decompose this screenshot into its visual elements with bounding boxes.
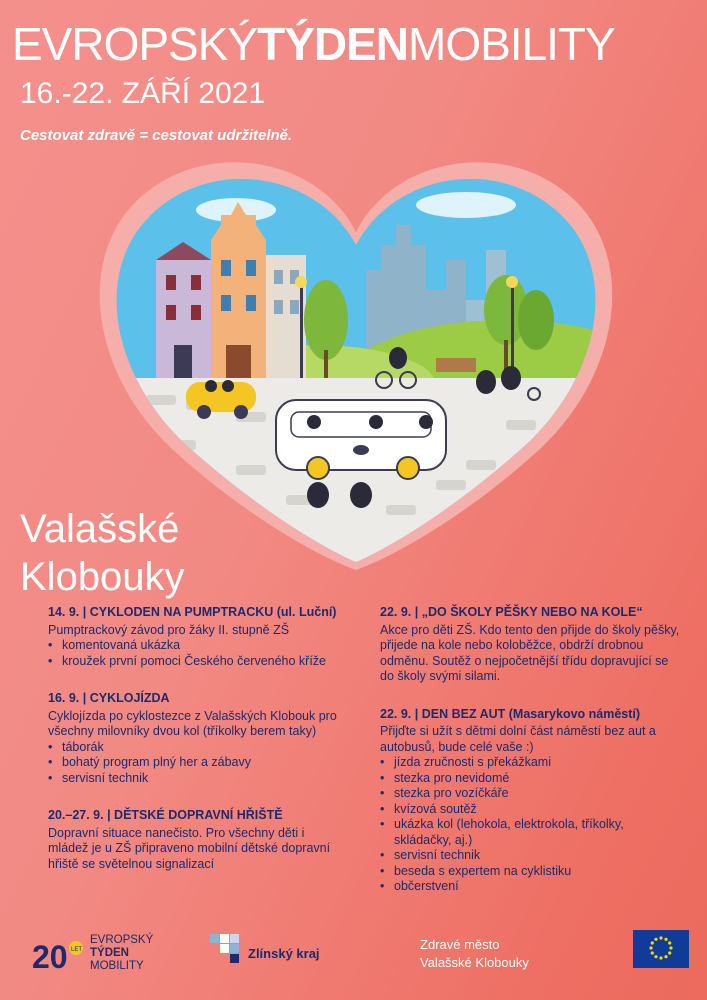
title-part3: MOBILITY bbox=[408, 18, 615, 70]
list-item: • kvízová soutěž bbox=[380, 802, 680, 818]
logo-square bbox=[220, 944, 229, 953]
title-part2: TÝDEN bbox=[257, 18, 408, 70]
event-text: Přijďte si užít s dětmi dolní část náměstí bez aut a autobusů, bude celé vaše :) bbox=[380, 724, 656, 754]
event-text: Cyklojízda po cyklostezce z Valašských Klobouk pro všechny milovníky dvou kol (tříkolky berem taky) bbox=[48, 708, 337, 738]
window bbox=[221, 260, 231, 276]
window bbox=[191, 275, 201, 290]
list-item: • stezka pro vozíčkáře bbox=[380, 786, 680, 802]
healthy-city-logo bbox=[420, 936, 529, 972]
lamp-light bbox=[295, 276, 307, 288]
etm-text bbox=[90, 934, 153, 973]
event-do-skoly bbox=[380, 605, 680, 685]
etm-line2 bbox=[90, 947, 153, 960]
logo-square bbox=[230, 954, 239, 963]
eu-stars bbox=[633, 930, 689, 968]
event-list bbox=[380, 755, 680, 895]
bench bbox=[436, 358, 476, 372]
list-item: • servisní technik bbox=[380, 848, 680, 864]
event-heading: 22. 9. | DEN BEZ AUT (Masarykovo náměstí) bbox=[380, 706, 641, 721]
bus bbox=[276, 400, 446, 479]
list-item: • jízda zručnosti s překážkami bbox=[380, 755, 680, 771]
slogan: Cestovat zdravě = cestovat udržitelně. bbox=[20, 127, 293, 144]
footer bbox=[0, 920, 707, 1000]
window bbox=[274, 270, 283, 284]
event-heading: 20.–27. 9. | DĚTSKÉ DOPRAVNÍ HŘIŠTĚ bbox=[48, 808, 283, 822]
window bbox=[290, 300, 299, 314]
etm-line1: EVROPSKÝ bbox=[90, 934, 154, 946]
healthy-line1: Zdravé město bbox=[420, 937, 500, 952]
event-heading: 14. 9. | CYKLODEN NA PUMPTRACKU (ul. Luční) bbox=[48, 605, 337, 619]
event-list bbox=[48, 740, 348, 787]
tree bbox=[518, 290, 554, 350]
etm-badge: LET bbox=[71, 947, 83, 953]
list-item: • ukázka kol (lehokola, elektrokola, tříkolky, skládačky, aj.) bbox=[380, 817, 680, 848]
list-item: • táborák bbox=[48, 740, 348, 756]
lamp-light bbox=[506, 276, 518, 288]
logo-square bbox=[220, 934, 229, 943]
town-line2: Klobouky bbox=[20, 555, 185, 599]
zlinsky-kraj-logo bbox=[210, 934, 330, 966]
window bbox=[246, 260, 256, 276]
events-left-column bbox=[48, 605, 348, 894]
window bbox=[274, 300, 283, 314]
window bbox=[166, 275, 176, 290]
european-mobility-week-logo bbox=[30, 930, 170, 985]
event-dates: 16.-22. ZÁŘÍ 2021 bbox=[20, 77, 266, 110]
logo-square bbox=[230, 934, 239, 943]
town-line1: Valašské bbox=[20, 507, 180, 551]
event-list bbox=[48, 638, 348, 669]
title-part1: EVROPSKÝ bbox=[12, 18, 258, 70]
events-right-column bbox=[380, 605, 680, 917]
etm-line2-text: TÝDEN bbox=[90, 947, 129, 959]
zlinsky-kraj-label: Zlínský kraj bbox=[248, 946, 320, 961]
tree bbox=[304, 280, 348, 360]
title bbox=[12, 18, 615, 70]
town-name bbox=[20, 505, 185, 601]
etm-line3: MOBILITY bbox=[90, 960, 144, 972]
healthy-line2: Valašské Klobouky bbox=[420, 955, 529, 970]
window bbox=[166, 305, 176, 320]
list-item: • beseda s expertem na cyklistiku bbox=[380, 864, 680, 880]
event-text: Dopravní situace nanečisto. Pro všechny děti i mládež je u ZŠ připraveno mobilní dětské dopravní hřiště se světelnou signalizací bbox=[48, 825, 331, 871]
event-text: Akce pro děti ZŠ. Kdo tento den přijde do školy pěšky, přijede na kole nebo koloběžce, obdrží drobnou odměnu. Soutěž o nejpočetnější třídu dopravující se do školy svými silami. bbox=[380, 622, 680, 683]
etm-20-icon bbox=[30, 930, 90, 980]
event-text: Pumptrackový závod pro žáky II. stupně ZŠ bbox=[48, 622, 290, 637]
window bbox=[246, 295, 256, 311]
event-dopravni-hriste bbox=[48, 808, 348, 872]
cloud bbox=[416, 192, 516, 218]
event-cyklo-pumptrack bbox=[48, 605, 348, 669]
event-cyklojizda bbox=[48, 691, 348, 786]
list-item: • servisní technik bbox=[48, 771, 348, 787]
list-item: • kroužek první pomoci Českého červeného kříže bbox=[48, 654, 348, 670]
list-item: • komentovaná ukázka bbox=[48, 638, 348, 654]
logo-square bbox=[230, 944, 239, 953]
window bbox=[191, 305, 201, 320]
event-den-bez-aut bbox=[380, 707, 680, 895]
list-item: • stezka pro nevidomé bbox=[380, 771, 680, 787]
event-heading: 22. 9. | „DO ŠKOLY PĚŠKY NEBO NA KOLE“ bbox=[380, 605, 643, 619]
list-item: • občerstvení bbox=[380, 879, 680, 895]
etm-years: 20 bbox=[32, 939, 68, 975]
eu-flag-icon bbox=[633, 930, 689, 968]
window bbox=[221, 295, 231, 311]
leaf-icon bbox=[353, 445, 369, 455]
list-item: • bohatý program plný her a zábavy bbox=[48, 755, 348, 771]
logo-square bbox=[210, 934, 219, 943]
event-heading: 16. 9. | CYKLOJÍZDA bbox=[48, 691, 170, 705]
